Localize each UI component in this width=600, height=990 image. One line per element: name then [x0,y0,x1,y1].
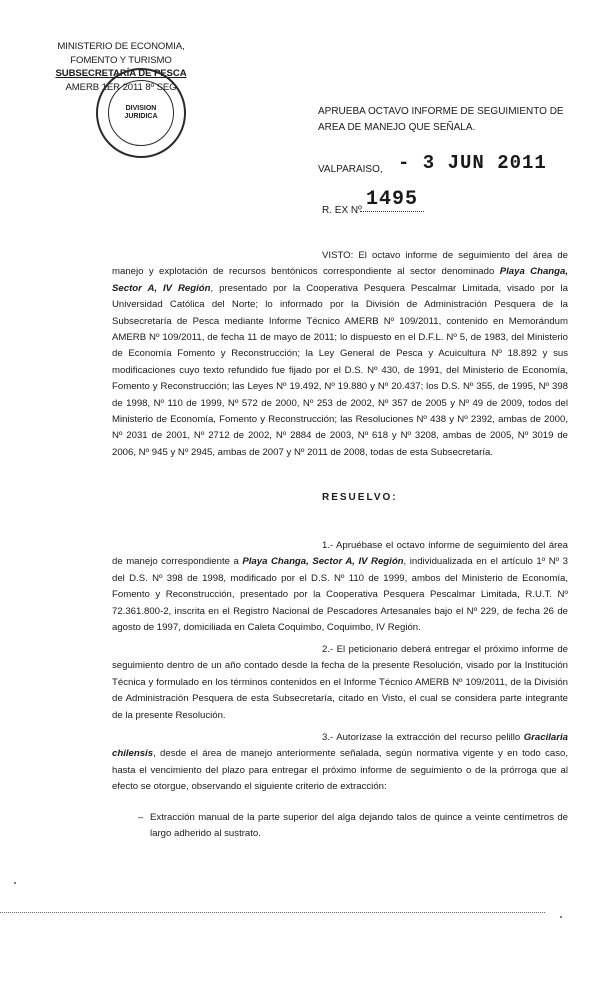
header-line-1: MINISTERIO DE ECONOMIA, [57,41,185,52]
article-1-sector: Playa Changa, Sector A, IV Región [242,556,404,568]
header-line-2: FOMENTO Y TURISMO [70,54,172,66]
article-3-rest: , desde el área de manejo anteriormente señalada, según normativa vigente y en todo caso, hasta el vencimiento del plazo para entregar el próximo informe de seguimiento o de la prórroga que al efecto se otorgue, observando el siguiente criterio de extracción: [112,748,568,793]
article-2 [112,642,568,724]
article-1-rest: , individualizada en el artículo 1º Nº 3 del D.S. Nº 398 de 1998, modificado por el D.S. Nº 110 de 1999, ambos del Ministerio de Economía, Fomento y Reconstrucción, presentado por la Cooperativa Pesquera Pescalmar Limitada, R.U.T. Nº 72.361.800-2, inscrita en el Registro Nacional de Pescadores Artesanales bajo el Nº 229, de fecha 26 de agosto de 1997, domiciliada en Caleta Coquimbo, Coquimbo, IV Región. [112,556,568,634]
article-1-lead: 1.- Apruébase el octavo informe de seguimiento del área de manejo correspondiente a [112,540,568,568]
stamp-line-1: DIVISION [125,105,157,112]
stamp-inner-ring [108,80,174,146]
article-3-lead: 3.- Autorízase la extracción del recurso pelillo [322,732,524,743]
header-line-3: SUBSECRETARÍA DE PESCA [55,68,187,79]
article-2-text: 2.- El peticionario deberá entregar el próximo informe de seguimiento dentro de un año contado desde la fecha de la presente Resolución, visado por la Institución Técnica y formulado en los términos contenidos en el Informe Técnico AMERB Nº 109/2011, de la División de Administración Pesquera de esta Subsecretaría, citado en Visto, el cual se considera parte integrante de la presente Resolución. [112,644,568,721]
header-line-4: AMERB 1ER 2011 8º SEG [65,81,177,93]
extraction-criterion [138,810,568,843]
stamp-line-2: JURIDICA [124,113,158,120]
rex-number: 1495 [360,188,424,212]
rex-label: R. EX Nº [322,205,362,216]
extraction-criterion-text: Extracción manual de la parte superior del alga dejando talos de quince a veinte centímetros de largo adherido al sustrato. [150,812,568,840]
visto-sector: Playa Changa, Sector A, IV Región [112,266,569,294]
article-1 [112,538,568,636]
city-label: VALPARAISO, [318,164,383,175]
resolution-subject: APRUEBA OCTAVO INFORME DE SEGUIMIENTO DE AREA DE MANEJO QUE SEÑALA. [318,106,564,133]
scan-speck [560,916,562,918]
page-footer-rule [0,912,545,913]
article-3 [112,730,568,796]
resuelvo-heading: RESUELVO: [322,492,398,503]
division-stamp [96,68,186,158]
visto-lead: VISTO: El octavo informe de seguimiento del área de manejo y explotación de recursos bentónicos correspondiente al sector denominado [112,250,568,278]
date-stamp: - 3 JUN 2011 [398,152,547,174]
scan-speck [14,882,16,884]
bullet-dash: – [138,812,144,823]
visto-paragraph [112,248,568,461]
article-3-species: Gracilaria chilensis [112,732,568,760]
visto-rest: , presentado por la Cooperativa Pesquera Pescalmar Limitada, visado por la Universidad Católica del Norte; lo informado por la División de Administración Pesquera de la Subsecretaría de Pesca mediante Informe Técnico AMERB Nº 109/2011, contenido en Memorándum AMERB Nº 109/2011, de fecha 11 de mayo de 2011; lo dispuesto en el D.F.L. Nº 5, de 1983, del Ministerio de Economía Fomento y Reconstrucción; la Ley General de Pesca y Acuicultura Nº 18.892 y sus modificaciones cuyo texto refundido fue fijado por el D.S. Nº 430, de 1991, del Ministerio de Economía, Fomento y Reconstrucción; las Leyes Nº 19.492, Nº 19.880 y Nº 20.437; los D.S. Nº 355, de 1995, Nº 398 de 1998, Nº 110 de 1999, Nº 572 de 2000, Nº 253 de 2002, Nº 357 de 2005 y Nº 49 de 2009, todos del Ministerio de Economía, Fomento y Reconstrucción; las Resoluciones Nº 438 y Nº 2392, ambas de 2000, Nº 2031 de 2001, Nº 2712 de 2002, Nº 2884 de 2003, Nº 618 y Nº 3208, ambas de 2005, Nº 3019 de 2006, Nº 945 y Nº 2945, ambas de 2007 y Nº 2011 de 2008, todas de esta Subsecretaría. [112,282,568,458]
